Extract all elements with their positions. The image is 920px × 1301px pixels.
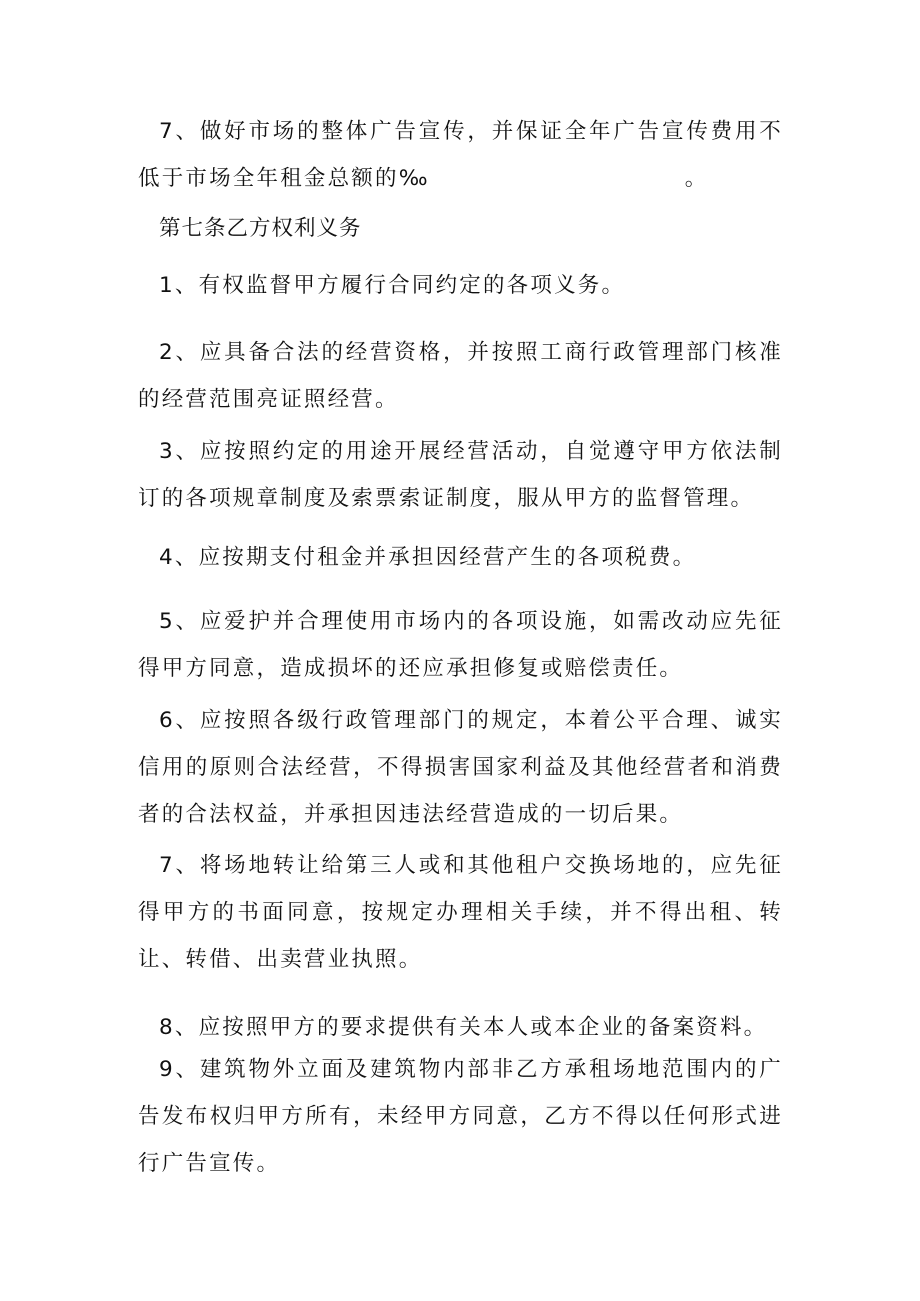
list-item: 3、应按照约定的用途开展经营活动，自觉遵守甲方依法制订的各项规章制度及索票索证制度，服从甲方的监督管理。	[138, 439, 783, 511]
clause-7-end: 。	[684, 166, 709, 191]
list-item: 9、建筑物外立面及建筑物内部非乙方承租场地范围内的广告发布权归甲方所有，未经甲方同意，乙方不得以任何形式进行广告宣传。	[138, 1057, 783, 1176]
article-7-heading: 第七条乙方权利义务	[159, 216, 362, 241]
list-item: 6、应按照各级行政管理部门的规定，本着公平合理、诚实信用的原则合法经营，不得损害国家利益及其他经营者和消费者的合法权益，并承担因违法经营造成的一切后果。	[138, 708, 783, 827]
list-item: 4、应按期支付租金并承担因经营产生的各项税费。	[159, 545, 697, 570]
list-item: 1、有权监督甲方履行合同约定的各项义务。	[159, 273, 626, 298]
list-item: 2、应具备合法的经营资格，并按照工商行政管理部门核准的经营范围亮证照经营。	[138, 340, 783, 412]
clause-7-advertising	[138, 108, 783, 202]
list-item: 8、应按照甲方的要求提供有关本人或本企业的备案资料。	[159, 1015, 768, 1040]
list-item: 7、将场地转让给第三人或和其他租户交换场地的，应先征得甲方的书面同意，按规定办理相关手续，并不得出租、转让、转借、出卖营业执照。	[138, 853, 783, 972]
list-item: 5、应爱护并合理使用市场内的各项设施，如需改动应先征得甲方同意，造成损坏的还应承担修复或赔偿责任。	[138, 609, 783, 681]
clause-7-text: 7、做好市场的整体广告宣传，并保证全年广告宣传费用不低于市场全年租金总额的‰	[138, 119, 783, 191]
